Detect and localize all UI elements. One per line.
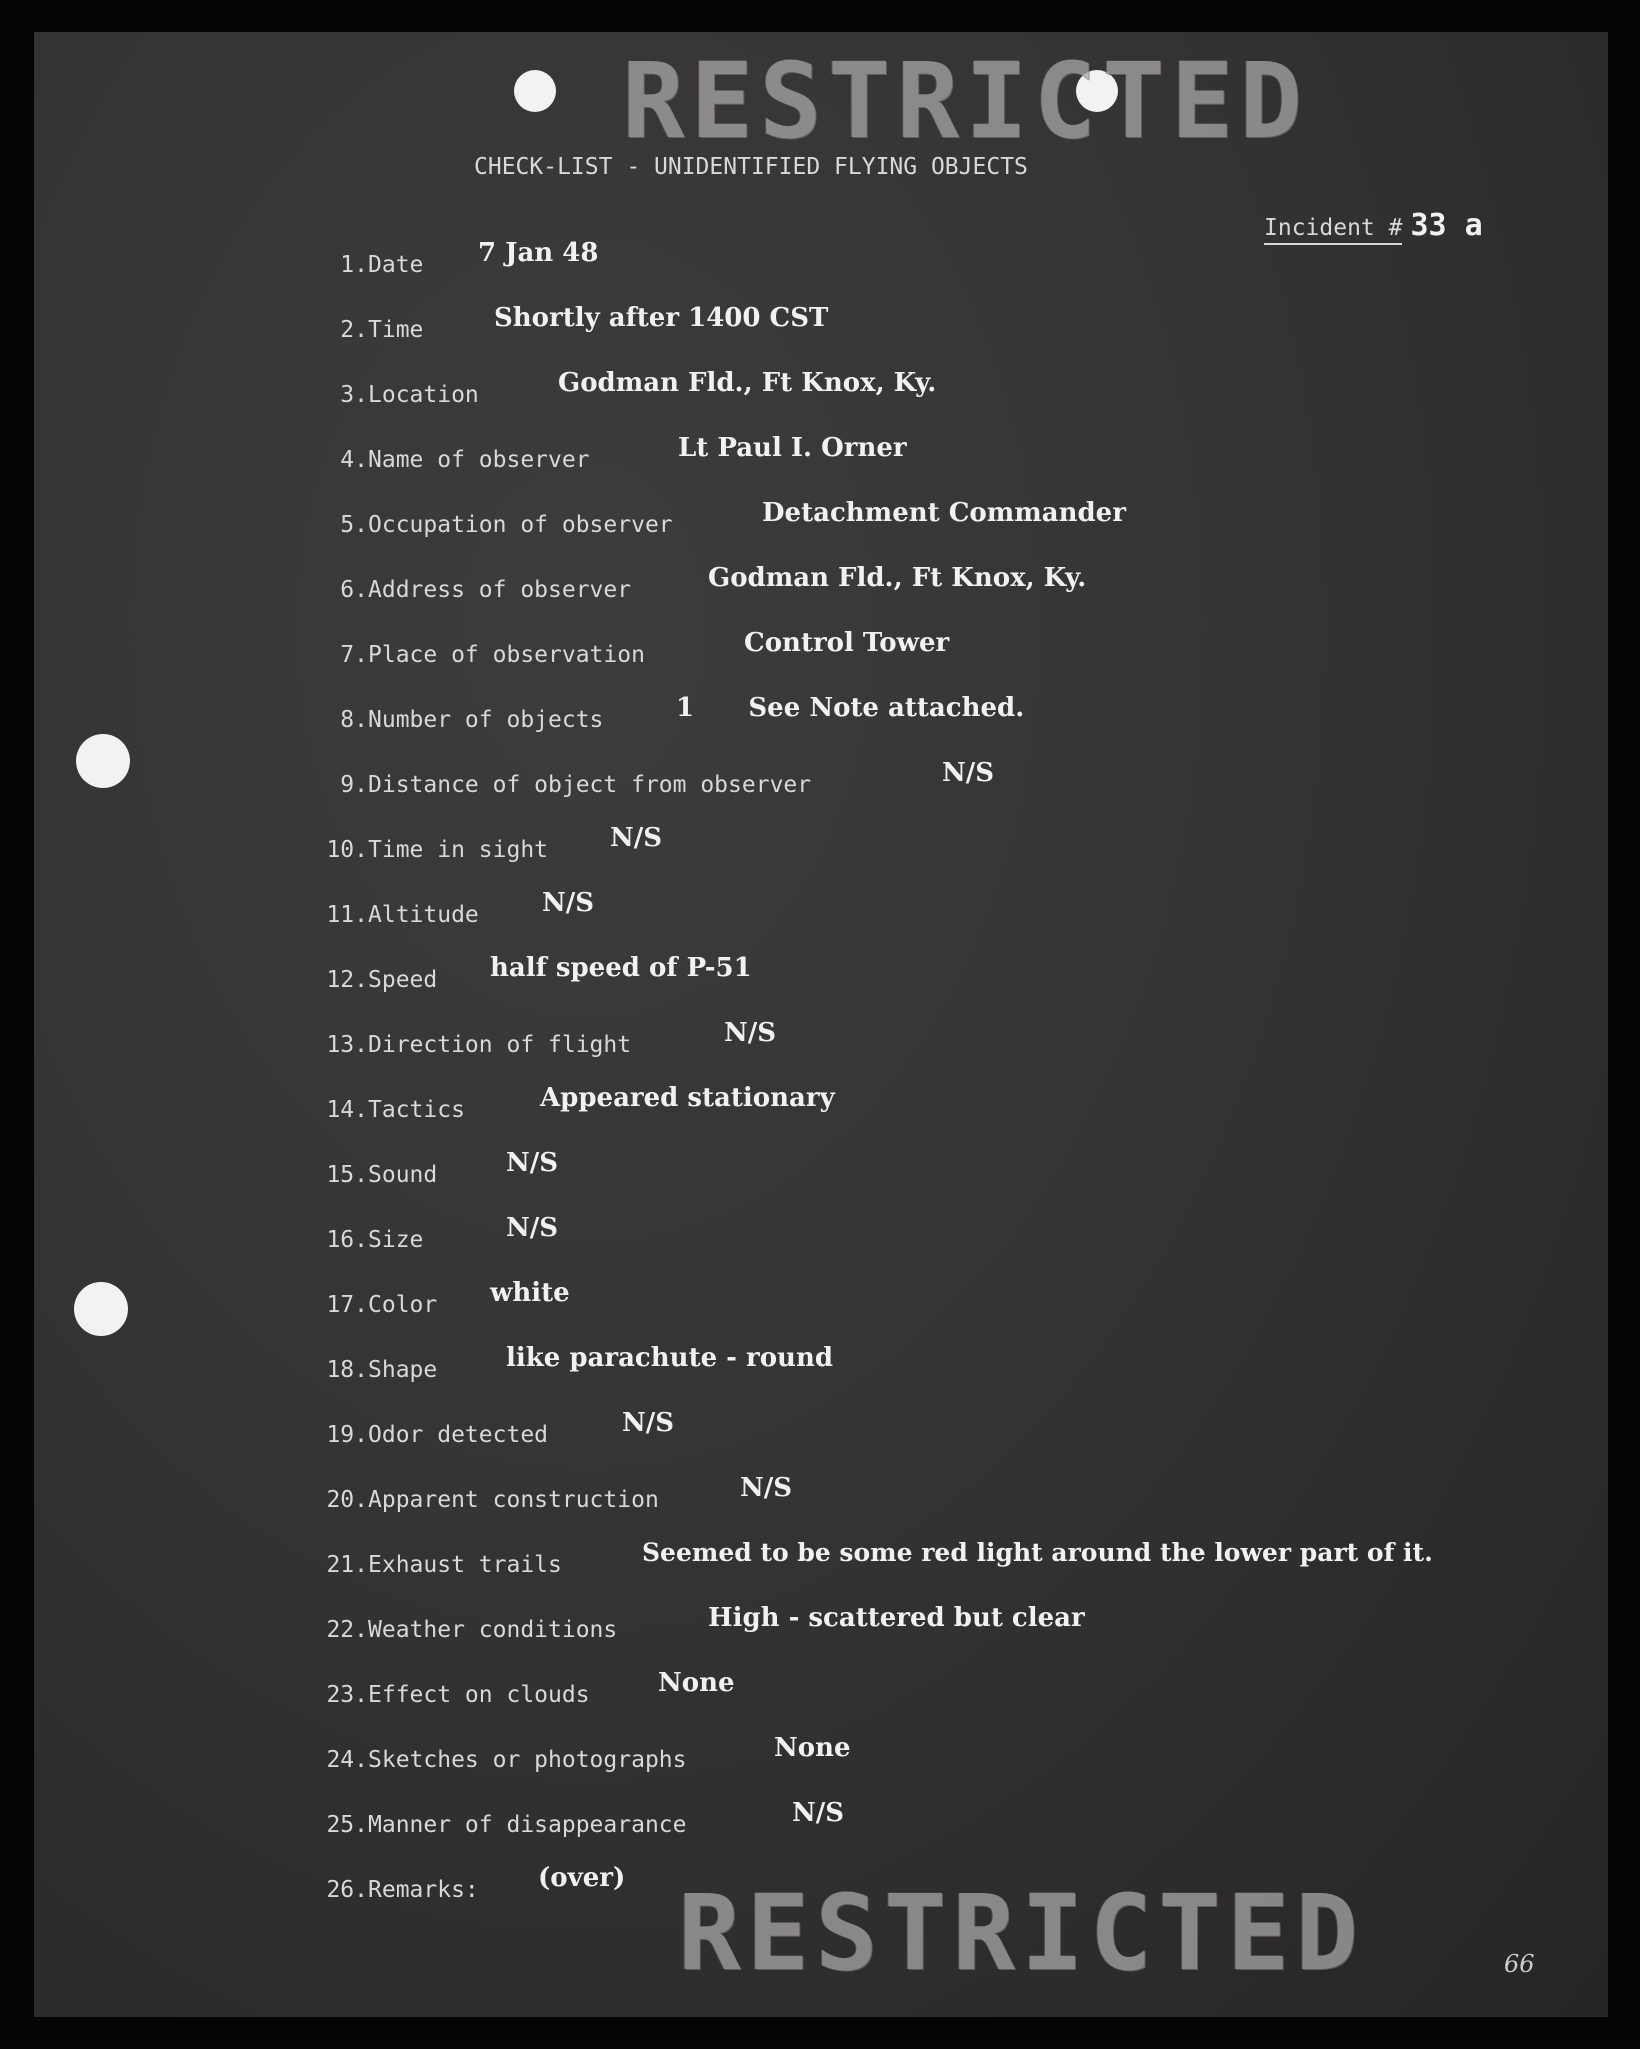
item-label: Altitude (368, 902, 479, 928)
item-number: 12. (326, 967, 368, 993)
item-answer: N/S (792, 1798, 845, 1828)
item-label: Name of observer (368, 447, 590, 473)
item-number: 1. (340, 252, 368, 278)
item-number: 11. (326, 902, 368, 928)
item-answer: Seemed to be some red light around the lower part of it. (642, 1538, 1433, 1567)
checklist-row (34, 1798, 1608, 1877)
item-label: Tactics (368, 1097, 465, 1123)
item-answer: None (774, 1733, 851, 1763)
punch-hole (514, 70, 556, 112)
item-label: Speed (368, 967, 438, 993)
item-answer: N/S (622, 1408, 675, 1438)
item-answer: (over) (538, 1863, 626, 1893)
checklist-row (34, 953, 1608, 1032)
form-heading: CHECK-LIST - UNIDENTIFIED FLYING OBJECTS (474, 154, 1028, 180)
item-answer: 7 Jan 48 (478, 238, 599, 268)
item-number: 7. (340, 642, 368, 668)
item-number: 10. (326, 837, 368, 863)
item-label: Exhaust trails (368, 1552, 562, 1578)
item-answer: half speed of P-51 (490, 953, 752, 983)
checklist-row (34, 1343, 1608, 1422)
item-number: 24. (326, 1747, 368, 1773)
item-number: 25. (326, 1812, 368, 1838)
item-answer: N/S (506, 1213, 559, 1243)
item-label: Manner of disappearance (368, 1812, 687, 1838)
item-label: Date (368, 252, 424, 278)
item-label: Time in sight (368, 837, 549, 863)
incident-field (1264, 208, 1483, 243)
item-answer: white (490, 1278, 570, 1308)
item-label: Location (368, 382, 479, 408)
item-label: Apparent construction (368, 1487, 659, 1513)
item-label: Weather conditions (368, 1617, 618, 1643)
item-answer: Godman Fld., Ft Knox, Ky. (708, 563, 1087, 593)
item-number: 22. (326, 1617, 368, 1643)
item-label: Size (368, 1227, 424, 1253)
item-answer: N/S (942, 758, 995, 788)
item-number: 5. (340, 512, 368, 538)
item-answer: Shortly after 1400 CST (494, 303, 829, 333)
item-number: 16. (326, 1227, 368, 1253)
checklist-row (34, 823, 1608, 902)
item-number: 3. (340, 382, 368, 408)
incident-number: 33 a (1410, 208, 1483, 243)
item-label: Effect on clouds (368, 1682, 590, 1708)
item-number: 26. (326, 1877, 368, 1903)
item-label: Distance of object from observer (368, 772, 812, 798)
document-page (34, 32, 1608, 2017)
item-answer: N/S (542, 888, 595, 918)
item-label: Place of observation (368, 642, 645, 668)
checklist-row (34, 1083, 1608, 1162)
item-answer: Appeared stationary (540, 1083, 835, 1113)
item-number: 14. (326, 1097, 368, 1123)
item-label: Occupation of observer (368, 512, 673, 538)
item-label: Direction of flight (368, 1032, 632, 1058)
checklist-items (34, 238, 1608, 1942)
item-answer: Godman Fld., Ft Knox, Ky. (558, 368, 937, 398)
item-number: 8. (340, 707, 368, 733)
restricted-stamp-top: RESTRICTED (622, 40, 1309, 162)
item-label: Sound (368, 1162, 438, 1188)
item-answer: 1 See Note attached. (676, 693, 1025, 723)
item-answer: Lt Paul I. Orner (678, 433, 907, 463)
item-number: 23. (326, 1682, 368, 1708)
item-answer: N/S (740, 1473, 793, 1503)
checklist-row (34, 758, 1608, 837)
item-number: 17. (326, 1292, 368, 1318)
item-answer: N/S (610, 823, 663, 853)
item-answer: N/S (724, 1018, 777, 1048)
item-number: 4. (340, 447, 368, 473)
item-answer: like parachute - round (506, 1343, 834, 1373)
item-number: 18. (326, 1357, 368, 1383)
item-number: 20. (326, 1487, 368, 1513)
item-number: 13. (326, 1032, 368, 1058)
checklist-row (34, 1603, 1608, 1682)
item-label: Time (368, 317, 424, 343)
item-label: Odor detected (368, 1422, 549, 1448)
item-label: Address of observer (368, 577, 632, 603)
item-label: Remarks: (368, 1877, 479, 1903)
checklist-row (34, 693, 1608, 772)
item-number: 2. (340, 317, 368, 343)
incident-label: Incident # (1264, 215, 1402, 245)
item-answer: Control Tower (744, 628, 950, 658)
item-number: 15. (326, 1162, 368, 1188)
item-answer: N/S (506, 1148, 559, 1178)
item-number: 19. (326, 1422, 368, 1448)
item-label: Color (368, 1292, 438, 1318)
item-number: 21. (326, 1552, 368, 1578)
checklist-row (34, 888, 1608, 967)
checklist-row (34, 1213, 1608, 1292)
handwritten-page-number: 66 (1504, 1950, 1535, 1978)
item-answer: High - scattered but clear (708, 1603, 1085, 1633)
item-number: 9. (340, 772, 368, 798)
checklist-row (34, 1148, 1608, 1227)
item-label: Shape (368, 1357, 438, 1383)
item-answer: Detachment Commander (762, 498, 1126, 528)
item-number: 6. (340, 577, 368, 603)
item-label: Sketches or photographs (368, 1747, 687, 1773)
checklist-row (34, 1408, 1608, 1487)
restricted-stamp-bottom: RESTRICTED (678, 1872, 1365, 1994)
item-label: Number of objects (368, 707, 604, 733)
item-answer: None (658, 1668, 735, 1698)
